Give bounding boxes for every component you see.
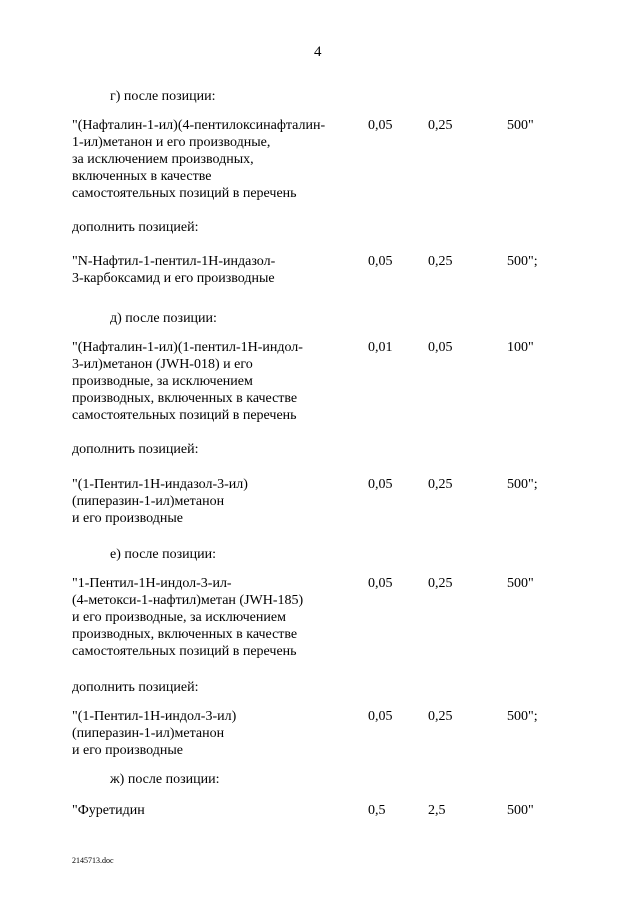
section-heading: ж) после позиции:	[110, 772, 220, 787]
old-position-value-1: 0,5	[368, 803, 386, 818]
new-position-line: "(1-Пентил-1Н-индол-3-ил)	[72, 709, 237, 724]
section-heading: е) после позиции:	[110, 547, 217, 562]
old-position-value-2: 0,25	[428, 118, 453, 133]
old-position-line: "(Нафталин-1-ил)(1-пентил-1Н-индол-	[72, 340, 303, 355]
section-heading: г) после позиции:	[110, 89, 216, 104]
new-position-value-1: 0,05	[368, 254, 393, 269]
page-number: 4	[314, 44, 322, 60]
new-position-line: 3-карбоксамид и его производные	[72, 271, 275, 286]
old-position-line: самостоятельных позиций в перечень	[72, 186, 297, 201]
new-position-line: "N-Нафтил-1-пентил-1Н-индазол-	[72, 254, 276, 269]
old-position-value-3: 500"	[507, 576, 534, 591]
new-position-value-2: 0,25	[428, 254, 453, 269]
old-position-value-2: 0,05	[428, 340, 453, 355]
new-position-line: и его производные	[72, 743, 183, 758]
section-heading: д) после позиции:	[110, 311, 217, 326]
old-position-line: за исключением производных,	[72, 152, 254, 167]
new-position-line: "(1-Пентил-1Н-индазол-3-ил)	[72, 477, 248, 492]
old-position-value-1: 0,01	[368, 340, 393, 355]
old-position-value-3: 500"	[507, 118, 534, 133]
new-position-value-1: 0,05	[368, 477, 393, 492]
old-position-value-3: 100"	[507, 340, 534, 355]
old-position-line: включенных в качестве	[72, 169, 212, 184]
old-position-line: производные, за исключением	[72, 374, 253, 389]
footer-filename: 2145713.doc	[72, 856, 114, 865]
new-position-value-3: 500";	[507, 254, 538, 269]
new-position-line: и его производные	[72, 511, 183, 526]
old-position-line: "(Нафталин-1-ил)(4-пентилоксинафталин-	[72, 118, 326, 133]
old-position-line: (4-метокси-1-нафтил)метан (JWH-185)	[72, 593, 304, 608]
old-position-line: 3-ил)метанон (JWH-018) и его	[72, 357, 253, 372]
old-position-value-1: 0,05	[368, 576, 393, 591]
old-position-value-1: 0,05	[368, 118, 393, 133]
old-position-value-2: 0,25	[428, 576, 453, 591]
new-position-line: (пиперазин-1-ил)метанон	[72, 726, 225, 741]
old-position-line: "1-Пентил-1Н-индол-3-ил-	[72, 576, 232, 591]
old-position-value-2: 2,5	[428, 803, 446, 818]
old-position-line: производных, включенных в качестве	[72, 627, 298, 642]
old-position-line: "Фуретидин	[72, 803, 145, 818]
old-position-line: самостоятельных позиций в перечень	[72, 408, 297, 423]
add-label: дополнить позицией:	[72, 680, 199, 695]
old-position-line: производных, включенных в качестве	[72, 391, 298, 406]
old-position-line: самостоятельных позиций в перечень	[72, 644, 297, 659]
add-label: дополнить позицией:	[72, 442, 199, 457]
new-position-value-1: 0,05	[368, 709, 393, 724]
old-position-line: 1-ил)метанон и его производные,	[72, 135, 271, 150]
new-position-value-3: 500";	[507, 477, 538, 492]
old-position-value-3: 500"	[507, 803, 534, 818]
new-position-value-2: 0,25	[428, 477, 453, 492]
add-label: дополнить позицией:	[72, 220, 199, 235]
new-position-value-2: 0,25	[428, 709, 453, 724]
new-position-line: (пиперазин-1-ил)метанон	[72, 494, 225, 509]
new-position-value-3: 500";	[507, 709, 538, 724]
old-position-line: и его производные, за исключением	[72, 610, 286, 625]
